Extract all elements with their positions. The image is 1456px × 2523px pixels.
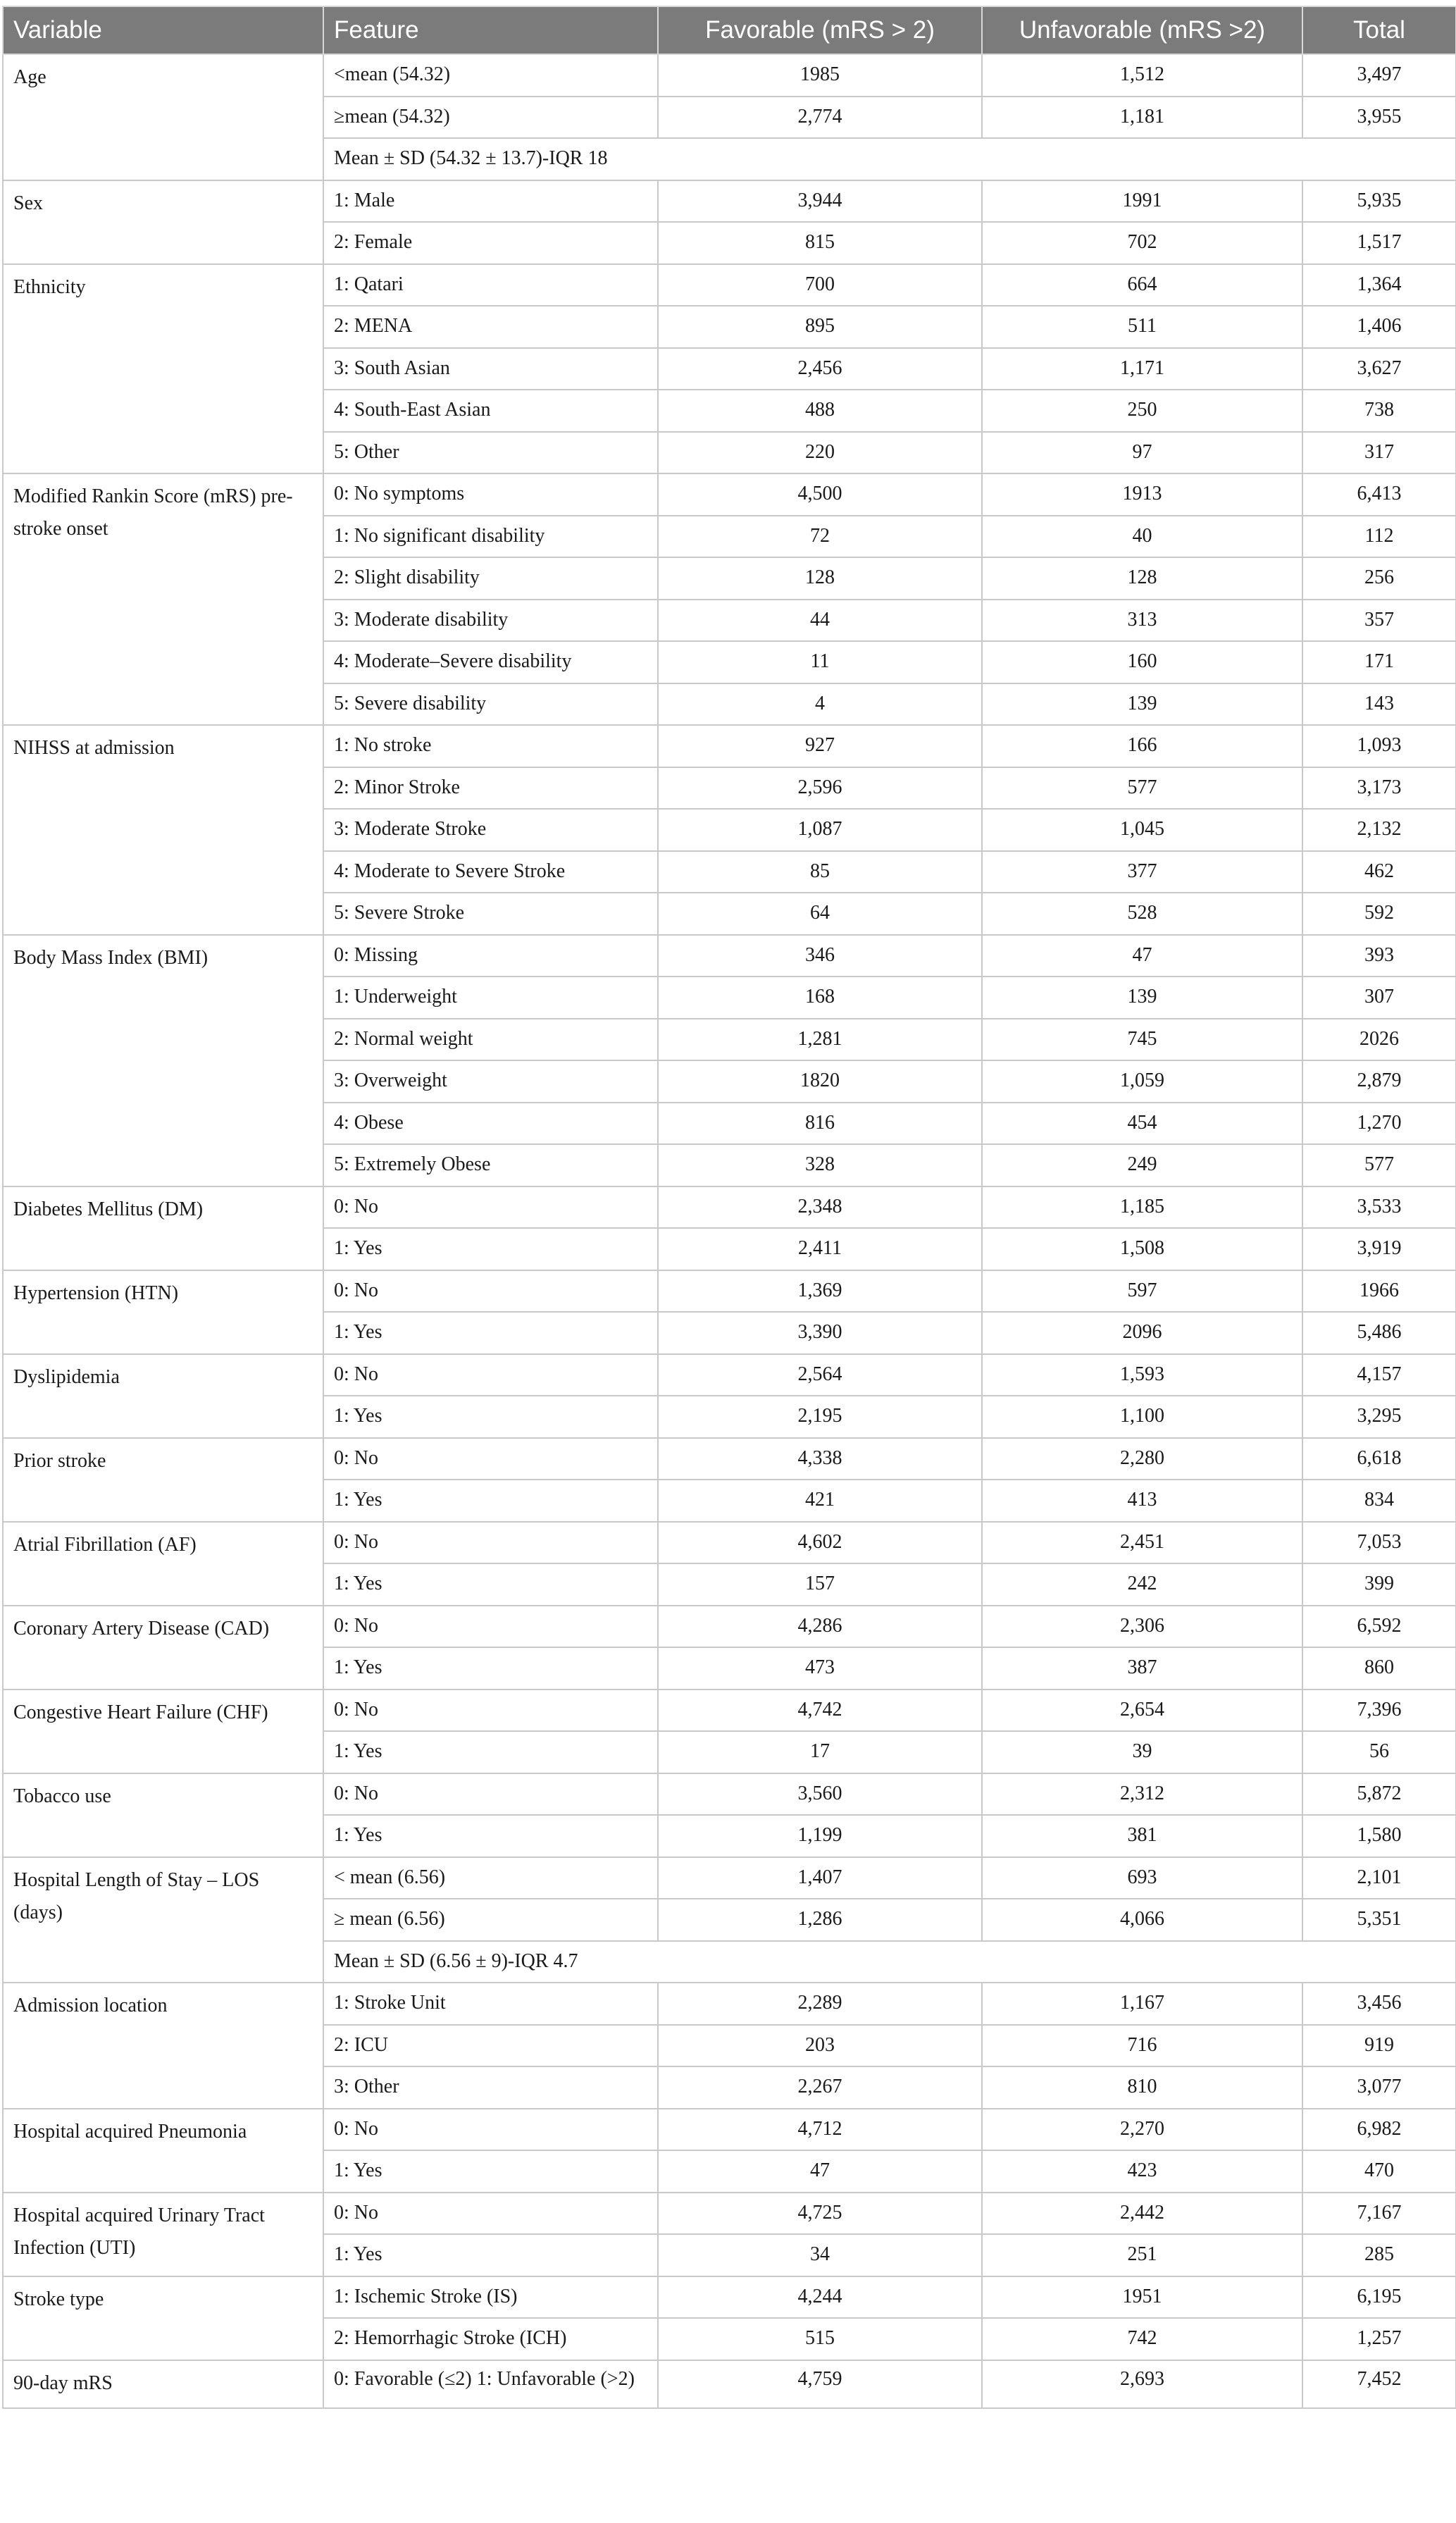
feature-cell: 2: Female [323, 222, 658, 264]
feature-cell: 1: Male [323, 180, 658, 223]
unfavorable-cell: 1,512 [982, 54, 1302, 97]
feature-cell: 5: Other [323, 432, 658, 474]
unfavorable-cell: 528 [982, 893, 1302, 935]
total-cell: 307 [1302, 977, 1456, 1019]
table-row [3, 1186, 1456, 1229]
variable-cell: Modified Rankin Score (mRS) pre-stroke onset [3, 473, 323, 725]
favorable-cell: 895 [658, 306, 982, 348]
favorable-cell: 3,944 [658, 180, 982, 223]
favorable-cell: 4,742 [658, 1690, 982, 1732]
favorable-cell: 64 [658, 893, 982, 935]
variable-cell: Stroke type [3, 2276, 323, 2360]
favorable-cell: 220 [658, 432, 982, 474]
total-cell: 577 [1302, 1144, 1456, 1186]
total-cell: 6,413 [1302, 473, 1456, 516]
table-row [3, 264, 1456, 306]
unfavorable-cell: 139 [982, 977, 1302, 1019]
total-cell: 4,157 [1302, 1354, 1456, 1396]
feature-cell: 1: Yes [323, 1647, 658, 1690]
feature-cell: 4: Obese [323, 1103, 658, 1145]
favorable-cell: 4 [658, 683, 982, 726]
total-cell: 860 [1302, 1647, 1456, 1690]
favorable-cell: 85 [658, 851, 982, 893]
favorable-cell: 72 [658, 516, 982, 558]
table-row [3, 1270, 1456, 1313]
total-cell: 3,955 [1302, 97, 1456, 139]
favorable-cell: 4,725 [658, 2193, 982, 2235]
favorable-cell: 157 [658, 1563, 982, 1606]
feature-cell: 2: Normal weight [323, 1019, 658, 1061]
total-cell: 3,173 [1302, 767, 1456, 810]
feature-cell: 4: Moderate to Severe Stroke [323, 851, 658, 893]
feature-cell: 2: Slight disability [323, 557, 658, 600]
unfavorable-cell: 716 [982, 2025, 1302, 2067]
feature-cell: 1: Yes [323, 1228, 658, 1270]
variable-cell: Hospital Length of Stay – LOS (days) [3, 1857, 323, 1983]
feature-cell: 4: South-East Asian [323, 390, 658, 432]
summary-note-cell: Mean ± SD (6.56 ± 9)-IQR 4.7 [323, 1941, 1456, 1983]
unfavorable-cell: 2,280 [982, 1438, 1302, 1480]
variable-cell: Ethnicity [3, 264, 323, 474]
variable-cell: Hospital acquired Urinary Tract Infection (UTI) [3, 2193, 323, 2276]
unfavorable-cell: 597 [982, 1270, 1302, 1313]
variable-cell: Congestive Heart Failure (CHF) [3, 1690, 323, 1773]
variable-cell: Dyslipidemia [3, 1354, 323, 1438]
feature-cell: 0: No [323, 2193, 658, 2235]
total-cell: 171 [1302, 641, 1456, 683]
variable-cell: Hypertension (HTN) [3, 1270, 323, 1354]
favorable-cell: 34 [658, 2234, 982, 2276]
unfavorable-cell: 2,693 [982, 2360, 1302, 2409]
unfavorable-cell: 413 [982, 1480, 1302, 1522]
feature-cell: 0: No [323, 1354, 658, 1396]
variable-cell: Atrial Fibrillation (AF) [3, 1522, 323, 1606]
variable-cell: Hospital acquired Pneumonia [3, 2109, 323, 2193]
total-cell: 470 [1302, 2150, 1456, 2193]
table-row [3, 725, 1456, 767]
unfavorable-cell: 664 [982, 264, 1302, 306]
total-cell: 7,167 [1302, 2193, 1456, 2235]
total-cell: 5,351 [1302, 1899, 1456, 1941]
total-cell: 6,618 [1302, 1438, 1456, 1480]
feature-cell: 0: No [323, 1270, 658, 1313]
unfavorable-cell: 693 [982, 1857, 1302, 1899]
favorable-cell: 1820 [658, 1060, 982, 1103]
total-cell: 7,452 [1302, 2360, 1456, 2409]
unfavorable-cell: 1,059 [982, 1060, 1302, 1103]
table-body [3, 54, 1456, 2408]
feature-cell: 1: No significant disability [323, 516, 658, 558]
total-cell: 7,396 [1302, 1690, 1456, 1732]
total-cell: 462 [1302, 851, 1456, 893]
feature-cell: 1: Yes [323, 2150, 658, 2193]
total-cell: 2,132 [1302, 809, 1456, 851]
favorable-cell: 2,411 [658, 1228, 982, 1270]
total-cell: 1,580 [1302, 1815, 1456, 1857]
favorable-cell: 47 [658, 2150, 982, 2193]
variable-cell: Sex [3, 180, 323, 264]
table-row [3, 1606, 1456, 1648]
feature-cell: 1: Yes [323, 1396, 658, 1438]
favorable-cell: 927 [658, 725, 982, 767]
total-cell: 112 [1302, 516, 1456, 558]
favorable-cell: 4,338 [658, 1438, 982, 1480]
total-cell: 2026 [1302, 1019, 1456, 1061]
total-cell: 3,456 [1302, 1983, 1456, 2025]
header-row [3, 6, 1456, 54]
unfavorable-cell: 97 [982, 432, 1302, 474]
favorable-cell: 2,564 [658, 1354, 982, 1396]
total-cell: 5,872 [1302, 1773, 1456, 1816]
unfavorable-cell: 1,593 [982, 1354, 1302, 1396]
feature-cell: 0: No [323, 1522, 658, 1564]
unfavorable-cell: 377 [982, 851, 1302, 893]
feature-cell: 3: Other [323, 2066, 658, 2109]
feature-cell: 0: No [323, 1690, 658, 1732]
unfavorable-cell: 2,442 [982, 2193, 1302, 2235]
feature-cell: 3: Moderate disability [323, 600, 658, 642]
header-variable: Variable [3, 6, 323, 54]
total-cell: 256 [1302, 557, 1456, 600]
favorable-cell: 4,244 [658, 2276, 982, 2319]
feature-cell: 1: Ischemic Stroke (IS) [323, 2276, 658, 2319]
favorable-cell: 2,456 [658, 348, 982, 390]
favorable-cell: 4,759 [658, 2360, 982, 2409]
unfavorable-cell: 2,654 [982, 1690, 1302, 1732]
table-row [3, 2193, 1456, 2235]
favorable-cell: 4,286 [658, 1606, 982, 1648]
total-cell: 1,406 [1302, 306, 1456, 348]
variable-cell: 90-day mRS [3, 2360, 323, 2409]
table-row [3, 54, 1456, 97]
favorable-cell: 4,712 [658, 2109, 982, 2151]
favorable-cell: 4,500 [658, 473, 982, 516]
total-cell: 1,093 [1302, 725, 1456, 767]
total-cell: 3,497 [1302, 54, 1456, 97]
feature-cell: 2: Hemorrhagic Stroke (ICH) [323, 2318, 658, 2360]
unfavorable-cell: 250 [982, 390, 1302, 432]
unfavorable-cell: 47 [982, 935, 1302, 977]
favorable-cell: 488 [658, 390, 982, 432]
variable-cell: NIHSS at admission [3, 725, 323, 935]
total-cell: 6,592 [1302, 1606, 1456, 1648]
unfavorable-cell: 742 [982, 2318, 1302, 2360]
total-cell: 1,517 [1302, 222, 1456, 264]
total-cell: 3,627 [1302, 348, 1456, 390]
total-cell: 834 [1302, 1480, 1456, 1522]
unfavorable-cell: 128 [982, 557, 1302, 600]
data-table [2, 6, 1456, 2409]
table-row [3, 1522, 1456, 1564]
feature-cell: 0: Missing [323, 935, 658, 977]
favorable-cell: 421 [658, 1480, 982, 1522]
favorable-cell: 3,390 [658, 1312, 982, 1354]
total-cell: 143 [1302, 683, 1456, 726]
feature-cell: 1: Yes [323, 1563, 658, 1606]
favorable-cell: 1,286 [658, 1899, 982, 1941]
favorable-cell: 700 [658, 264, 982, 306]
unfavorable-cell: 1,171 [982, 348, 1302, 390]
total-cell: 357 [1302, 600, 1456, 642]
feature-cell: 1: Yes [323, 1815, 658, 1857]
favorable-cell: 2,774 [658, 97, 982, 139]
total-cell: 399 [1302, 1563, 1456, 1606]
header-total: Total [1302, 6, 1456, 54]
unfavorable-cell: 160 [982, 641, 1302, 683]
header-feature: Feature [323, 6, 658, 54]
total-cell: 2,101 [1302, 1857, 1456, 1899]
favorable-cell: 11 [658, 641, 982, 683]
unfavorable-cell: 313 [982, 600, 1302, 642]
feature-cell: 2: MENA [323, 306, 658, 348]
total-cell: 3,533 [1302, 1186, 1456, 1229]
unfavorable-cell: 166 [982, 725, 1302, 767]
feature-cell: 0: No symptoms [323, 473, 658, 516]
total-cell: 2,879 [1302, 1060, 1456, 1103]
favorable-cell: 815 [658, 222, 982, 264]
variable-cell: Body Mass Index (BMI) [3, 935, 323, 1186]
unfavorable-cell: 2,306 [982, 1606, 1302, 1648]
total-cell: 919 [1302, 2025, 1456, 2067]
favorable-cell: 17 [658, 1731, 982, 1773]
total-cell: 1,270 [1302, 1103, 1456, 1145]
total-cell: 6,982 [1302, 2109, 1456, 2151]
unfavorable-cell: 251 [982, 2234, 1302, 2276]
unfavorable-cell: 745 [982, 1019, 1302, 1061]
feature-cell: 3: South Asian [323, 348, 658, 390]
feature-cell: 0: Favorable (≤2) 1: Unfavorable (>2) [323, 2360, 658, 2409]
unfavorable-cell: 454 [982, 1103, 1302, 1145]
feature-cell: 1: Yes [323, 1480, 658, 1522]
feature-cell: 0: No [323, 1606, 658, 1648]
total-cell: 592 [1302, 893, 1456, 935]
total-cell: 5,935 [1302, 180, 1456, 223]
feature-cell: 1: Qatari [323, 264, 658, 306]
unfavorable-cell: 810 [982, 2066, 1302, 2109]
favorable-cell: 816 [658, 1103, 982, 1145]
unfavorable-cell: 249 [982, 1144, 1302, 1186]
table-row [3, 2360, 1456, 2409]
unfavorable-cell: 702 [982, 222, 1302, 264]
feature-cell: 2: ICU [323, 2025, 658, 2067]
variable-cell: Diabetes Mellitus (DM) [3, 1186, 323, 1270]
unfavorable-cell: 40 [982, 516, 1302, 558]
feature-cell: 5: Severe disability [323, 683, 658, 726]
unfavorable-cell: 1,045 [982, 809, 1302, 851]
table-row [3, 1983, 1456, 2025]
feature-cell: 2: Minor Stroke [323, 767, 658, 810]
table-row [3, 1438, 1456, 1480]
feature-cell: <mean (54.32) [323, 54, 658, 97]
feature-cell: 1: Yes [323, 2234, 658, 2276]
total-cell: 3,077 [1302, 2066, 1456, 2109]
favorable-cell: 1,087 [658, 809, 982, 851]
unfavorable-cell: 381 [982, 1815, 1302, 1857]
favorable-cell: 346 [658, 935, 982, 977]
favorable-cell: 4,602 [658, 1522, 982, 1564]
total-cell: 738 [1302, 390, 1456, 432]
feature-cell: < mean (6.56) [323, 1857, 658, 1899]
favorable-cell: 473 [658, 1647, 982, 1690]
total-cell: 5,486 [1302, 1312, 1456, 1354]
table-row [3, 1354, 1456, 1396]
table-header [3, 6, 1456, 54]
feature-cell: 4: Moderate–Severe disability [323, 641, 658, 683]
favorable-cell: 2,267 [658, 2066, 982, 2109]
variable-cell: Tobacco use [3, 1773, 323, 1857]
unfavorable-cell: 39 [982, 1731, 1302, 1773]
favorable-cell: 2,195 [658, 1396, 982, 1438]
favorable-cell: 328 [658, 1144, 982, 1186]
feature-cell: ≥mean (54.32) [323, 97, 658, 139]
variable-cell: Admission location [3, 1983, 323, 2109]
feature-cell: 1: Yes [323, 1312, 658, 1354]
favorable-cell: 1,407 [658, 1857, 982, 1899]
feature-cell: 1: Underweight [323, 977, 658, 1019]
feature-cell: 1: No stroke [323, 725, 658, 767]
feature-cell: 5: Severe Stroke [323, 893, 658, 935]
table-row [3, 180, 1456, 223]
unfavorable-cell: 242 [982, 1563, 1302, 1606]
feature-cell: 1: Stroke Unit [323, 1983, 658, 2025]
unfavorable-cell: 1991 [982, 180, 1302, 223]
feature-cell: 0: No [323, 1186, 658, 1229]
table-row [3, 2276, 1456, 2319]
feature-cell: 5: Extremely Obese [323, 1144, 658, 1186]
feature-cell: ≥ mean (6.56) [323, 1899, 658, 1941]
favorable-cell: 203 [658, 2025, 982, 2067]
feature-cell: 1: Yes [323, 1731, 658, 1773]
table-row [3, 2109, 1456, 2151]
favorable-cell: 2,348 [658, 1186, 982, 1229]
summary-note-cell: Mean ± SD (54.32 ± 13.7)-IQR 18 [323, 138, 1456, 180]
unfavorable-cell: 423 [982, 2150, 1302, 2193]
feature-cell: 3: Overweight [323, 1060, 658, 1103]
total-cell: 56 [1302, 1731, 1456, 1773]
unfavorable-cell: 139 [982, 683, 1302, 726]
unfavorable-cell: 2,451 [982, 1522, 1302, 1564]
unfavorable-cell: 1951 [982, 2276, 1302, 2319]
favorable-cell: 1,281 [658, 1019, 982, 1061]
variable-cell: Prior stroke [3, 1438, 323, 1522]
unfavorable-cell: 1913 [982, 473, 1302, 516]
header-unfavorable: Unfavorable (mRS >2) [982, 6, 1302, 54]
unfavorable-cell: 1,167 [982, 1983, 1302, 2025]
unfavorable-cell: 1,181 [982, 97, 1302, 139]
total-cell: 6,195 [1302, 2276, 1456, 2319]
variable-cell: Age [3, 54, 323, 180]
unfavorable-cell: 1,100 [982, 1396, 1302, 1438]
table-row [3, 1857, 1456, 1899]
unfavorable-cell: 387 [982, 1647, 1302, 1690]
total-cell: 393 [1302, 935, 1456, 977]
total-cell: 1,257 [1302, 2318, 1456, 2360]
favorable-cell: 168 [658, 977, 982, 1019]
favorable-cell: 1,199 [658, 1815, 982, 1857]
total-cell: 1,364 [1302, 264, 1456, 306]
favorable-cell: 44 [658, 600, 982, 642]
total-cell: 1966 [1302, 1270, 1456, 1313]
total-cell: 3,295 [1302, 1396, 1456, 1438]
unfavorable-cell: 577 [982, 767, 1302, 810]
unfavorable-cell: 2,270 [982, 2109, 1302, 2151]
favorable-cell: 515 [658, 2318, 982, 2360]
favorable-cell: 3,560 [658, 1773, 982, 1816]
total-cell: 317 [1302, 432, 1456, 474]
table-row [3, 935, 1456, 977]
total-cell: 3,919 [1302, 1228, 1456, 1270]
favorable-cell: 128 [658, 557, 982, 600]
feature-cell: 0: No [323, 2109, 658, 2151]
feature-cell: 0: No [323, 1438, 658, 1480]
total-cell: 7,053 [1302, 1522, 1456, 1564]
unfavorable-cell: 1,508 [982, 1228, 1302, 1270]
unfavorable-cell: 511 [982, 306, 1302, 348]
table-row [3, 473, 1456, 516]
unfavorable-cell: 2096 [982, 1312, 1302, 1354]
feature-cell: 3: Moderate Stroke [323, 809, 658, 851]
unfavorable-cell: 4,066 [982, 1899, 1302, 1941]
feature-cell: 0: No [323, 1773, 658, 1816]
total-cell: 285 [1302, 2234, 1456, 2276]
favorable-cell: 1985 [658, 54, 982, 97]
unfavorable-cell: 2,312 [982, 1773, 1302, 1816]
table-row [3, 1690, 1456, 1732]
favorable-cell: 2,289 [658, 1983, 982, 2025]
header-favorable: Favorable (mRS > 2) [658, 6, 982, 54]
unfavorable-cell: 1,185 [982, 1186, 1302, 1229]
favorable-cell: 2,596 [658, 767, 982, 810]
table-row [3, 1773, 1456, 1816]
variable-cell: Coronary Artery Disease (CAD) [3, 1606, 323, 1690]
favorable-cell: 1,369 [658, 1270, 982, 1313]
